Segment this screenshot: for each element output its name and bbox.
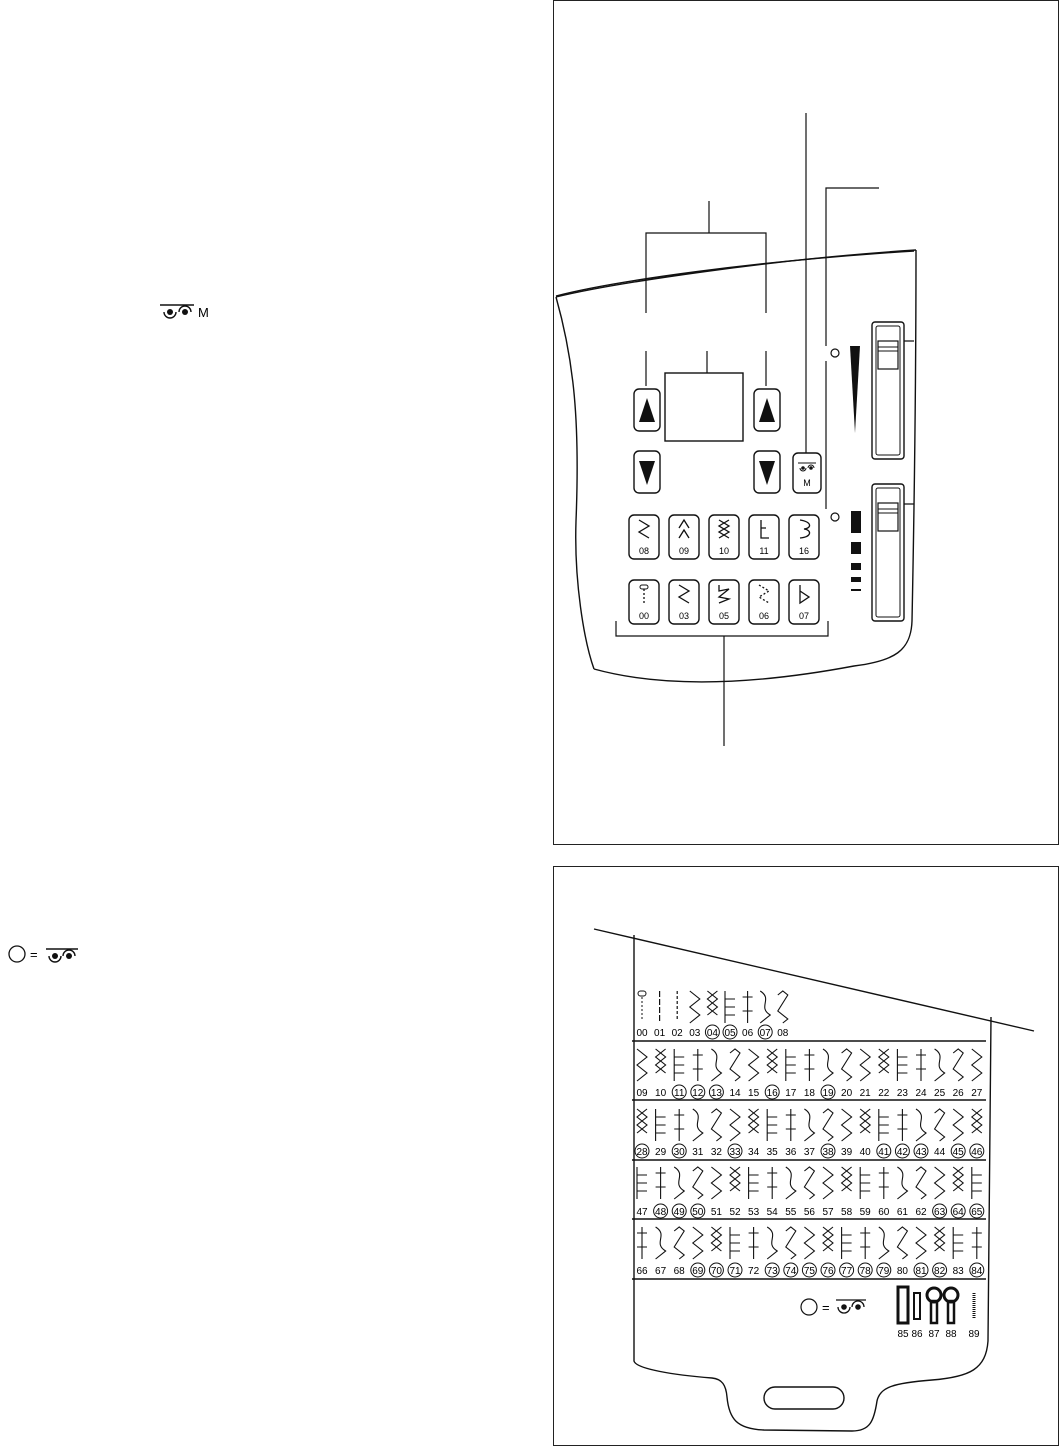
stitch-number: 05 xyxy=(724,1028,736,1039)
stitch-length-slider[interactable] xyxy=(872,484,904,621)
stitch-pattern-80 xyxy=(897,1227,909,1277)
stitch-pattern-04 xyxy=(705,991,719,1039)
stitch-number: 52 xyxy=(729,1207,741,1218)
stitch-chart-drawing xyxy=(554,867,1060,1447)
stitch-number: 37 xyxy=(803,1147,815,1158)
stitch-pattern-37 xyxy=(804,1109,816,1158)
stitch-number: 32 xyxy=(710,1147,722,1158)
stitch-number: 13 xyxy=(710,1088,722,1099)
stitch-number: 67 xyxy=(655,1266,667,1277)
stitch-pattern-81 xyxy=(914,1227,928,1277)
stitch-number: 25 xyxy=(934,1088,946,1099)
stitch-number: 43 xyxy=(915,1147,927,1158)
stitch-pattern-46 xyxy=(970,1109,984,1158)
stitch-number: 09 xyxy=(636,1088,648,1099)
stitch-number: 34 xyxy=(748,1147,760,1158)
right-up-key[interactable] xyxy=(754,389,780,431)
stitch-pattern-01 xyxy=(654,991,666,1039)
stitch-number: 18 xyxy=(803,1088,815,1099)
stitch-number: 53 xyxy=(748,1207,760,1218)
stitch-pattern-34 xyxy=(748,1109,760,1158)
stitch-pattern-43 xyxy=(914,1109,928,1158)
stitch-pattern-25 xyxy=(934,1049,946,1099)
stitch-number: 55 xyxy=(785,1207,797,1218)
stitch-number: 44 xyxy=(934,1147,946,1158)
stitch-pattern-05 xyxy=(723,991,737,1039)
stitch-pattern-88 xyxy=(944,1288,958,1340)
stitch-number: 70 xyxy=(710,1266,722,1277)
stitch-pattern-65 xyxy=(970,1167,984,1218)
stitch-pattern-19 xyxy=(821,1049,835,1099)
stitch-key-11[interactable] xyxy=(749,515,779,559)
stitch-pattern-85 xyxy=(897,1287,909,1340)
stitch-pattern-08 xyxy=(777,991,789,1039)
stitch-key-06[interactable] xyxy=(749,580,779,624)
stitch-pattern-63 xyxy=(933,1167,947,1218)
stitch-number: 14 xyxy=(729,1088,741,1099)
stitch-pattern-50 xyxy=(691,1167,705,1218)
stitch-pattern-55 xyxy=(785,1167,797,1218)
stitch-number: 71 xyxy=(729,1266,741,1277)
memory-button-label: M xyxy=(803,478,811,488)
stitch-number: 38 xyxy=(822,1147,834,1158)
stitch-number: 31 xyxy=(692,1147,704,1158)
slider-knob[interactable] xyxy=(878,503,898,531)
stitch-number: 19 xyxy=(822,1088,834,1099)
stitch-pattern-86 xyxy=(911,1293,923,1340)
stitch-number: 29 xyxy=(655,1147,667,1158)
stitch-pattern-53 xyxy=(748,1167,760,1218)
stitch-pattern-67 xyxy=(655,1227,667,1277)
stitch-number: 30 xyxy=(673,1147,685,1158)
stitch-pattern-35 xyxy=(767,1109,779,1158)
stitch-pattern-52 xyxy=(729,1167,741,1218)
stitch-key-10[interactable] xyxy=(709,515,739,559)
stitch-pattern-40 xyxy=(860,1109,872,1158)
stitch-number: 68 xyxy=(673,1266,685,1277)
stitch-number: 87 xyxy=(928,1329,940,1340)
stitch-pattern-56 xyxy=(804,1167,816,1218)
stitch-pattern-41 xyxy=(877,1109,891,1158)
stitch-pattern-70 xyxy=(709,1227,723,1277)
needle-up-symbol-icon xyxy=(836,1300,866,1313)
stitch-number: 48 xyxy=(655,1207,667,1218)
stitch-key-number: 05 xyxy=(718,611,730,621)
stitch-number: 49 xyxy=(673,1207,685,1218)
stitch-pattern-26 xyxy=(953,1049,965,1099)
stitch-number: 36 xyxy=(785,1147,797,1158)
stitch-number: 45 xyxy=(952,1147,964,1158)
circle-marker-icon xyxy=(801,1299,817,1315)
chart-legend xyxy=(801,1299,866,1315)
stitch-number: 39 xyxy=(841,1147,853,1158)
stitch-pattern-66 xyxy=(636,1227,648,1277)
stitch-pattern-39 xyxy=(841,1109,853,1158)
memory-button[interactable] xyxy=(793,453,821,493)
stitch-number: 69 xyxy=(692,1266,704,1277)
stitch-pattern-06 xyxy=(742,991,754,1039)
stitch-number: 26 xyxy=(952,1088,964,1099)
stitch-pattern-21 xyxy=(860,1049,872,1099)
stitch-pattern-16 xyxy=(765,1049,779,1099)
stitch-pattern-61 xyxy=(897,1167,909,1218)
stitch-number: 22 xyxy=(878,1088,890,1099)
stitch-pattern-12 xyxy=(691,1049,705,1099)
stitch-key-number: 08 xyxy=(638,546,650,556)
stitch-pattern-71 xyxy=(728,1227,742,1277)
needle-up-symbol-icon xyxy=(46,949,78,962)
stitch-pattern-45 xyxy=(951,1109,965,1158)
stitch-number: 88 xyxy=(945,1329,957,1340)
stitch-pattern-57 xyxy=(822,1167,834,1218)
stitch-number: 47 xyxy=(636,1207,648,1218)
circle-legend xyxy=(6,943,86,965)
stitch-number: 28 xyxy=(636,1147,648,1158)
stitch-number: 41 xyxy=(878,1147,890,1158)
left-down-key[interactable] xyxy=(634,451,660,493)
stitch-number: 24 xyxy=(915,1088,927,1099)
stitch-pattern-77 xyxy=(840,1227,854,1277)
stitch-key-08[interactable] xyxy=(629,515,659,559)
stitch-number: 50 xyxy=(692,1207,704,1218)
stitch-key-number: 00 xyxy=(638,611,650,621)
stitch-number: 63 xyxy=(934,1207,946,1218)
right-down-key[interactable] xyxy=(754,451,780,493)
stitch-number: 56 xyxy=(803,1207,815,1218)
stitch-pattern-42 xyxy=(895,1109,909,1158)
stitch-pattern-18 xyxy=(804,1049,816,1099)
stitch-number: 07 xyxy=(759,1028,771,1039)
stitch-pattern-31 xyxy=(692,1109,704,1158)
stitch-pattern-69 xyxy=(691,1227,705,1277)
stitch-pattern-44 xyxy=(934,1109,946,1158)
control-panel-drawing xyxy=(554,1,1060,846)
stitch-pattern-64 xyxy=(951,1167,965,1218)
stitch-number: 59 xyxy=(859,1207,871,1218)
stitch-number: 04 xyxy=(706,1028,718,1039)
stitch-width-slider[interactable] xyxy=(872,322,904,459)
stitch-number: 64 xyxy=(952,1207,964,1218)
stitch-number: 11 xyxy=(674,1088,685,1099)
stitch-pattern-07 xyxy=(758,991,772,1039)
stitch-key-09[interactable] xyxy=(669,515,699,559)
stitch-number: 16 xyxy=(766,1088,778,1099)
stitch-number: 60 xyxy=(878,1207,890,1218)
stitch-number: 08 xyxy=(777,1028,789,1039)
stitch-pattern-82 xyxy=(933,1227,947,1277)
stitch-pattern-03 xyxy=(689,991,701,1039)
stitch-number: 12 xyxy=(692,1088,704,1099)
stitch-pattern-10 xyxy=(655,1049,667,1099)
stitch-number: 54 xyxy=(766,1207,778,1218)
stitch-number: 61 xyxy=(896,1207,908,1218)
stitch-number: 01 xyxy=(654,1028,666,1039)
stitch-number: 51 xyxy=(710,1207,722,1218)
stitch-pattern-11 xyxy=(672,1049,686,1099)
stitch-number: 80 xyxy=(896,1266,908,1277)
stitch-pattern-27 xyxy=(971,1049,983,1099)
stitch-number: 83 xyxy=(952,1266,964,1277)
stitch-pattern-30 xyxy=(672,1109,686,1158)
stitch-pattern-58 xyxy=(841,1167,853,1218)
stitch-number: 35 xyxy=(766,1147,778,1158)
stitch-pattern-76 xyxy=(821,1227,835,1277)
stitch-key-16[interactable] xyxy=(789,515,819,559)
stitch-number: 77 xyxy=(841,1266,853,1277)
stitch-key-number: 10 xyxy=(718,546,730,556)
stitch-pattern-13 xyxy=(709,1049,723,1099)
stitch-key-number: 03 xyxy=(678,611,690,621)
stitch-pattern-02 xyxy=(672,991,684,1039)
stitch-number: 10 xyxy=(655,1088,667,1099)
stitch-number: 40 xyxy=(859,1147,871,1158)
stitch-number: 66 xyxy=(636,1266,648,1277)
stitch-pattern-83 xyxy=(953,1227,965,1277)
buttonhole-row xyxy=(897,1287,980,1340)
stitch-number: 76 xyxy=(822,1266,834,1277)
stitch-key-05[interactable] xyxy=(709,580,739,624)
stitch-pattern-74 xyxy=(784,1227,798,1277)
stitch-number: 58 xyxy=(841,1207,853,1218)
stitch-pattern-22 xyxy=(878,1049,890,1099)
equals-sign: = xyxy=(30,947,38,962)
display-window xyxy=(665,373,743,441)
stitch-pattern-60 xyxy=(878,1167,890,1218)
stitch-pattern-15 xyxy=(748,1049,760,1099)
stitch-number: 73 xyxy=(766,1266,778,1277)
stitch-pattern-32 xyxy=(711,1109,723,1158)
stitch-pattern-38 xyxy=(821,1109,835,1158)
stitch-pattern-23 xyxy=(897,1049,909,1099)
stitch-number: 23 xyxy=(896,1088,908,1099)
stitch-pattern-68 xyxy=(674,1227,686,1277)
stitch-pattern-09 xyxy=(636,1049,648,1099)
stitch-pattern-87 xyxy=(927,1288,941,1340)
stitch-pattern-59 xyxy=(860,1167,872,1218)
stitch-number: 74 xyxy=(785,1266,797,1277)
stitch-pattern-49 xyxy=(672,1167,686,1218)
stitch-pattern-79 xyxy=(877,1227,891,1277)
stitch-number: 00 xyxy=(636,1028,648,1039)
stitch-pattern-20 xyxy=(841,1049,853,1099)
stitch-number: 42 xyxy=(896,1147,908,1158)
stitch-number: 03 xyxy=(689,1028,701,1039)
stitch-pattern-51 xyxy=(711,1167,723,1218)
stitch-key-number: 06 xyxy=(758,611,770,621)
stitch-pattern-62 xyxy=(915,1167,927,1218)
stitch-length-bars-icon xyxy=(851,511,861,591)
stitch-pattern-48 xyxy=(654,1167,668,1218)
stitch-key-03[interactable] xyxy=(669,580,699,624)
stitch-number: 06 xyxy=(742,1028,754,1039)
stitch-width-wedge-icon xyxy=(850,346,860,433)
stitch-number: 62 xyxy=(915,1207,927,1218)
left-up-key[interactable] xyxy=(634,389,660,431)
stitch-key-number: 11 xyxy=(759,546,769,556)
stitch-pattern-36 xyxy=(785,1109,797,1158)
needle-up-symbol-icon xyxy=(156,302,226,320)
hanging-slot xyxy=(764,1387,844,1409)
stitch-key-number: 09 xyxy=(678,546,690,556)
stitch-pattern-78 xyxy=(858,1227,872,1277)
stitch-number: 15 xyxy=(748,1088,760,1099)
stitch-chart-figure xyxy=(553,866,1059,1446)
stitch-pattern-73 xyxy=(765,1227,779,1277)
memory-legend xyxy=(156,302,226,320)
stitch-number: 27 xyxy=(971,1088,983,1099)
m-label: M xyxy=(198,305,209,320)
stitch-number: 72 xyxy=(748,1266,760,1277)
stitch-pattern-33 xyxy=(728,1109,742,1158)
stitch-number: 84 xyxy=(971,1266,983,1277)
stitch-pattern-47 xyxy=(636,1167,648,1218)
stitch-pattern-54 xyxy=(767,1167,779,1218)
stitch-key-number: 16 xyxy=(798,546,810,556)
stitch-number: 85 xyxy=(897,1329,909,1340)
stitch-number: 46 xyxy=(971,1147,983,1158)
stitch-number: 21 xyxy=(859,1088,871,1099)
stitch-pattern-29 xyxy=(655,1109,667,1158)
stitch-pattern-75 xyxy=(802,1227,816,1277)
stitch-number: 65 xyxy=(971,1207,983,1218)
legend-equals: = xyxy=(822,1300,830,1315)
stitch-pattern-84 xyxy=(970,1227,984,1277)
stitch-pattern-28 xyxy=(635,1109,649,1158)
stitch-pattern-24 xyxy=(915,1049,927,1099)
stitch-key-00[interactable] xyxy=(629,580,659,624)
control-panel-figure xyxy=(553,0,1059,845)
stitch-number: 89 xyxy=(968,1329,980,1340)
stitch-number: 33 xyxy=(729,1147,741,1158)
stitch-number: 79 xyxy=(878,1266,890,1277)
stitch-pattern-00 xyxy=(636,991,648,1039)
stitch-number: 17 xyxy=(785,1088,797,1099)
stitch-key-number: 07 xyxy=(798,611,810,621)
stitch-pattern-89 xyxy=(968,1293,980,1340)
stitch-number: 02 xyxy=(671,1028,683,1039)
slider-knob[interactable] xyxy=(878,341,898,369)
stitch-number: 75 xyxy=(803,1266,815,1277)
stitch-number: 20 xyxy=(841,1088,853,1099)
stitch-key-07[interactable] xyxy=(789,580,819,624)
stitch-pattern-72 xyxy=(748,1227,760,1277)
stitch-number: 78 xyxy=(859,1266,871,1277)
stitch-number: 82 xyxy=(934,1266,946,1277)
circle-marker-icon xyxy=(9,946,25,962)
stitch-number: 57 xyxy=(822,1207,834,1218)
stitch-number: 86 xyxy=(911,1329,923,1340)
stitch-pattern-14 xyxy=(729,1049,741,1099)
stitch-number: 81 xyxy=(915,1266,927,1277)
stitch-pattern-17 xyxy=(785,1049,797,1099)
